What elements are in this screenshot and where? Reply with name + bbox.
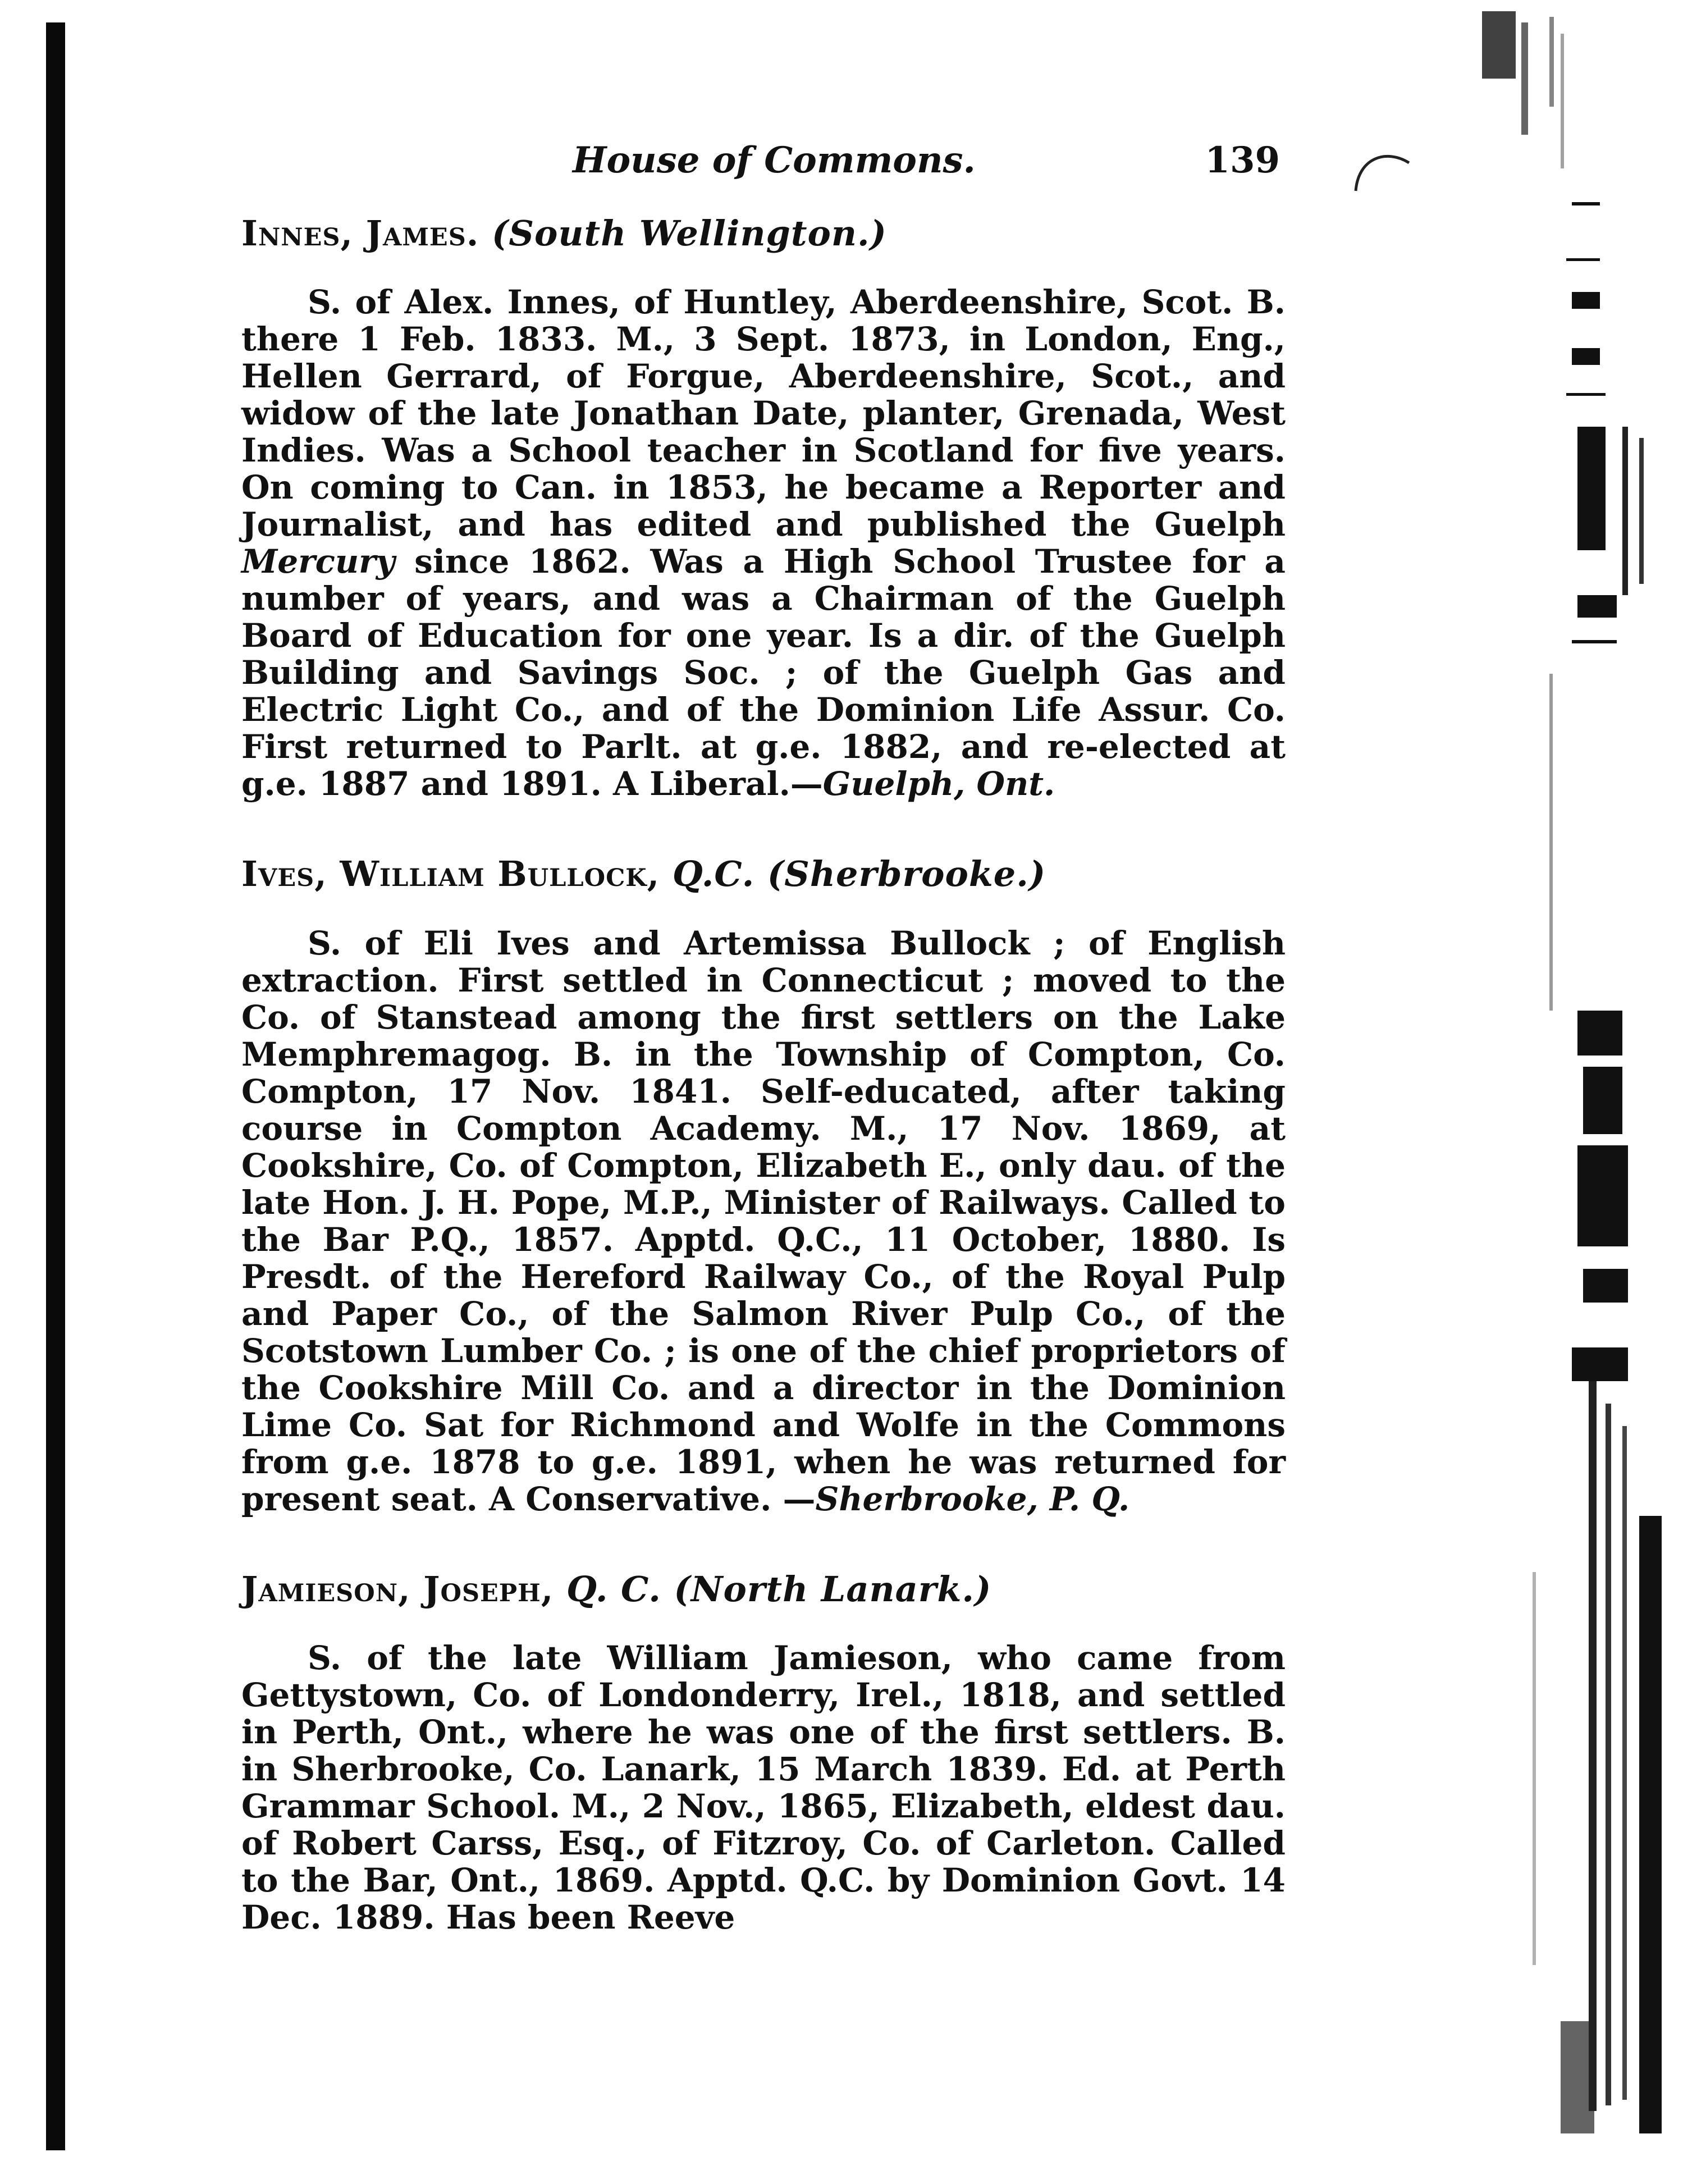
biography-entry	[241, 1569, 1286, 1936]
page-body	[241, 213, 1286, 1987]
entry-qc-title: Q. C.	[566, 1568, 661, 1610]
entry-given-name: Joseph,	[423, 1568, 554, 1610]
entry-text-italic: Sherbrooke, P. Q.	[815, 1479, 1130, 1518]
entry-constituency: (Sherbrooke.)	[767, 853, 1046, 895]
entry-text-part: S. of the late William Jamieson, who came from Gettystown, Co. of Londonderry, Irel., 1818, and settled in Perth, Ont., where he was one of the first settlers. B. in Sherbrooke, Co. Lanark, 15 March 1839. Ed. at Perth Grammar School. M., 2 Nov., 1865, Elizabeth, eldest dau. of Robert Carss, Esq., of Fitzroy, Co. of Carleton. Called to the Bar, Ont., 1869. Apptd. Q.C. by Dominion Govt. 14 Dec. 1889. Has been Reeve	[241, 1638, 1286, 1936]
entry-text	[241, 925, 1286, 1518]
entry-surname: Ives	[241, 853, 315, 895]
scan-edge-noise	[1437, 0, 1683, 2184]
entry-heading: Jamieson, Joseph, Q. C. (North Lanark.)	[241, 1568, 992, 1610]
entry-heading: Innes, James. (South Wellington.)	[241, 213, 887, 254]
biography-entry	[241, 854, 1286, 1517]
entry-text-italic: Mercury	[241, 542, 395, 581]
entry-text	[241, 1639, 1286, 1936]
entry-surname: Innes	[241, 213, 341, 254]
entry-text-part: since 1862. Was a High School Trustee for a number of years, and was a Chairman of the Guelph Board of Education for one year. Is a dir. of the Guelph Building and Savings Soc. ; of the Guelph Gas and Electric Light Co., and of the Dominion Life Assur. Co. First returned to Parlt. at g.e. 1882, and re-elected at g.e. 1887 and 1891. A Liberal.—	[241, 542, 1286, 803]
entry-text-italic: Guelph, Ont.	[822, 765, 1055, 803]
entry-surname: Jamieson	[241, 1568, 398, 1610]
pencil-mark	[1347, 146, 1415, 208]
page-header	[573, 139, 1280, 184]
entry-heading: Ives, William Bullock, Q.C. (Sherbrooke.)	[241, 853, 1046, 895]
binding-edge	[46, 22, 65, 2150]
entry-constituency: (South Wellington.)	[491, 213, 887, 254]
running-head: House of Commons.	[573, 139, 976, 181]
entry-text	[241, 284, 1286, 802]
page-number: 139	[1205, 139, 1280, 181]
entry-given-name: William Bullock,	[340, 853, 660, 895]
entry-constituency: (North Lanark.)	[674, 1568, 992, 1610]
biography-entry	[241, 213, 1286, 802]
entry-given-name: James.	[365, 213, 479, 254]
entry-text-part: S. of Eli Ives and Artemissa Bullock ; of English extraction. First settled in Connecticut ; moved to the Co. of Stanstead among the first settlers on the Lake Memphremagog. B. in the Township of Compton, Co. Compton, 17 Nov. 1841. Self-educated, after taking course in Compton Academy. M., 17 Nov. 1869, at Cookshire, Co. of Compton, Elizabeth E., only dau. of the late Hon. J. H. Pope, M.P., Minister of Railways. Called to the Bar P.Q., 1857. Apptd. Q.C., 11 October, 1880. Is Presdt. of the Hereford Railway Co., of the Royal Pulp and Paper Co., of the Salmon River Pulp Co., of the Scotstown Lumber Co. ; is one of the chief proprietors of the Cookshire Mill Co. and a director in the Dominion Lime Co. Sat for Richmond and Wolfe in the Commons from g.e. 1878 to g.e. 1891, when he was returned for present seat. A Conservative. —	[241, 924, 1286, 1518]
entry-text-part: S. of Alex. Innes, of Huntley, Aberdeenshire, Scot. B. there 1 Feb. 1833. M., 3 Sept. 1873, in London, Eng., Hellen Gerrard, of Forgue, Aberdeenshire, Scot., and widow of the late Jonathan Date, planter, Grenada, West Indies. Was a School teacher in Scotland for five years. On coming to Can. in 1853, he became a Reporter and Journalist, and has edited and published the Guelph	[241, 283, 1286, 544]
entry-qc-title: Q.C.	[672, 853, 755, 895]
